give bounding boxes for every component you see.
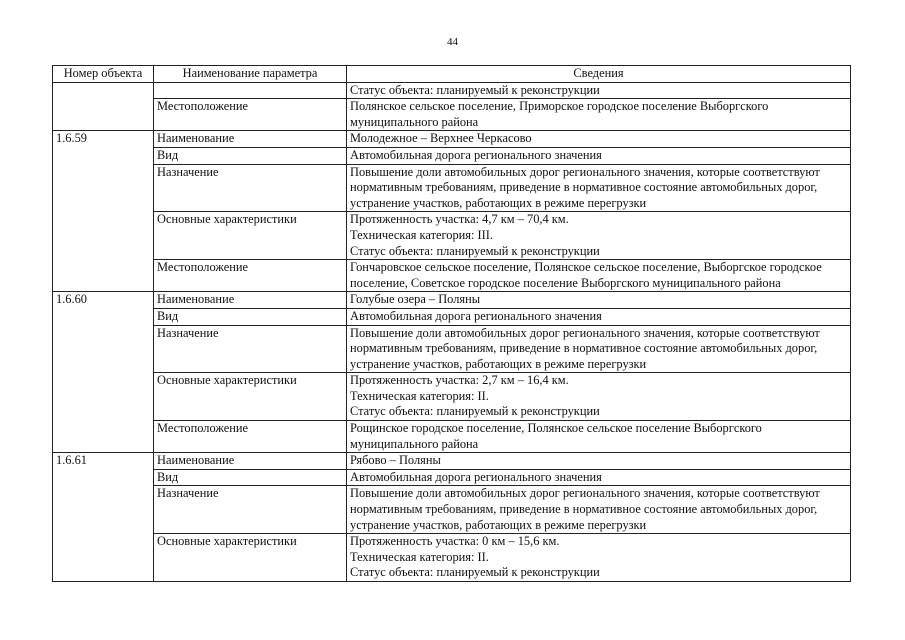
parameter-cell: Назначение	[154, 325, 347, 373]
length-line: Протяженность участка: 0 км – 15,6 км.	[350, 534, 560, 549]
status-line: Статус объекта: планируемый к реконструкции	[350, 243, 600, 258]
parameter-cell: Вид	[154, 147, 347, 164]
table-row	[53, 147, 851, 164]
length-line: Протяженность участка: 2,7 км – 16,4 км.	[350, 373, 569, 388]
category-line: Техническая категория: III.	[350, 227, 493, 242]
details-cell: Рощинское городское поселение, Полянское сельское поселение Выборгского муниципального района	[347, 421, 851, 453]
details-cell: Полянское сельское поселение, Приморское городское поселение Выборгского муниципального района	[347, 99, 851, 131]
status-line: Статус объекта: планируемый к реконструкции	[350, 404, 600, 419]
category-line: Техническая категория: II.	[350, 549, 489, 564]
length-line: Протяженность участка: 4,7 км – 70,4 км.	[350, 212, 569, 227]
parameter-cell: Местоположение	[154, 260, 347, 292]
object-number-cell: 1.6.60	[53, 292, 154, 309]
table-header-row	[53, 66, 851, 83]
object-number-cell	[53, 534, 154, 582]
parameter-cell: Наименование	[154, 131, 347, 148]
parameter-cell: Назначение	[154, 486, 347, 534]
details-cell: Повышение доли автомобильных дорог регионального значения, которые соответствуют нормативным требованиям, приведение в нормативное состояние автомобильных дорог, устранение участков, работающих в режиме перегрузки	[347, 486, 851, 534]
details-cell	[347, 534, 851, 582]
parameter-cell: Основные характеристики	[154, 534, 347, 582]
parameter-cell: Местоположение	[154, 421, 347, 453]
table-row	[53, 212, 851, 260]
object-number-cell	[53, 469, 154, 486]
parameter-cell: Местоположение	[154, 99, 347, 131]
details-cell: Гончаровское сельское поселение, Полянское сельское поселение, Выборгское городское поселение, Советское городское поселение Выборгского муниципального района	[347, 260, 851, 292]
object-number-cell	[53, 164, 154, 212]
table-row	[53, 421, 851, 453]
details-cell: Автомобильная дорога регионального значения	[347, 147, 851, 164]
object-number-cell	[53, 373, 154, 421]
table-row	[53, 308, 851, 325]
object-number-cell	[53, 212, 154, 260]
table-row	[53, 486, 851, 534]
status-line: Статус объекта: планируемый к реконструкции	[350, 565, 600, 580]
page-number: 44	[447, 36, 458, 48]
object-number-cell	[53, 421, 154, 453]
details-cell: Молодежное – Верхнее Черкасово	[347, 131, 851, 148]
object-number-cell	[53, 486, 154, 534]
object-number-cell	[53, 308, 154, 325]
details-cell	[347, 373, 851, 421]
details-cell: Автомобильная дорога регионального значения	[347, 469, 851, 486]
header-details: Сведения	[347, 66, 851, 83]
parameter-cell: Вид	[154, 469, 347, 486]
objects-table	[52, 65, 851, 582]
parameter-cell: Основные характеристики	[154, 212, 347, 260]
object-number-cell	[53, 260, 154, 292]
details-cell: Повышение доли автомобильных дорог регионального значения, которые соответствуют нормативным требованиям, приведение в нормативное состояние автомобильных дорог, устранение участков, работающих в режиме перегрузки	[347, 164, 851, 212]
table-row	[53, 534, 851, 582]
object-number-cell	[53, 82, 154, 99]
parameter-cell: Назначение	[154, 164, 347, 212]
object-number-cell	[53, 147, 154, 164]
table-row	[53, 469, 851, 486]
table-row	[53, 99, 851, 131]
table-row	[53, 82, 851, 99]
table-row	[53, 325, 851, 373]
parameter-cell: Вид	[154, 308, 347, 325]
parameter-cell	[154, 82, 347, 99]
table-row	[53, 131, 851, 148]
category-line: Техническая категория: II.	[350, 388, 489, 403]
table-row	[53, 292, 851, 309]
parameter-cell: Основные характеристики	[154, 373, 347, 421]
details-cell: Рябово – Поляны	[347, 453, 851, 470]
details-cell: Повышение доли автомобильных дорог регионального значения, которые соответствуют нормативным требованиям, приведение в нормативное состояние автомобильных дорог, устранение участков, работающих в режиме перегрузки	[347, 325, 851, 373]
table-row	[53, 373, 851, 421]
header-parameter-name: Наименование параметра	[154, 66, 347, 83]
table-row	[53, 453, 851, 470]
details-cell: Статус объекта: планируемый к реконструкции	[347, 82, 851, 99]
object-number-cell: 1.6.61	[53, 453, 154, 470]
parameter-cell: Наименование	[154, 292, 347, 309]
table-row	[53, 164, 851, 212]
details-cell	[347, 212, 851, 260]
object-number-cell	[53, 99, 154, 131]
object-number-cell	[53, 325, 154, 373]
table-row	[53, 260, 851, 292]
details-cell: Автомобильная дорога регионального значения	[347, 308, 851, 325]
header-object-number: Номер объекта	[53, 66, 154, 83]
details-cell: Голубые озера – Поляны	[347, 292, 851, 309]
parameter-cell: Наименование	[154, 453, 347, 470]
object-number-cell: 1.6.59	[53, 131, 154, 148]
